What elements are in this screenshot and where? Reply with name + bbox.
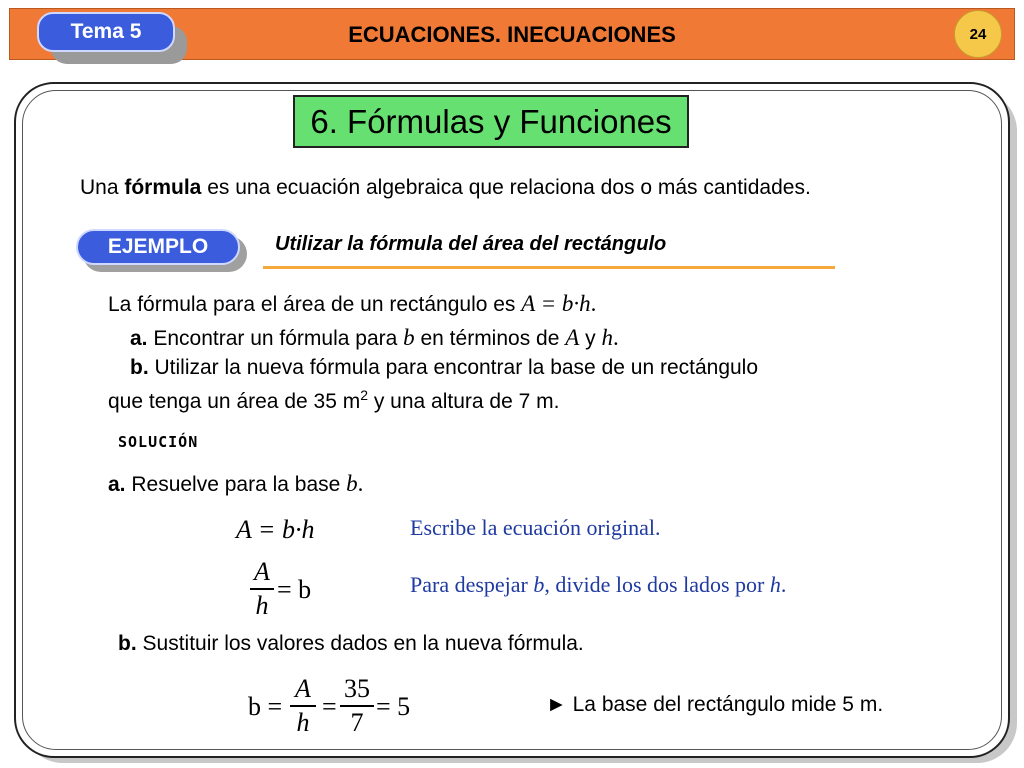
equation-substituted-fraction-2-den: 7 — [350, 707, 364, 737]
equation-original: A = b·h — [236, 515, 315, 544]
solution-part-a-var: b — [346, 471, 358, 496]
definition-text — [80, 176, 811, 200]
header-title: ECUACIONES. INECUACIONES — [348, 22, 676, 47]
ejemplo-badge: EJEMPLO — [76, 229, 240, 265]
equation-divided-note — [410, 572, 786, 598]
solution-part-b — [118, 632, 584, 656]
equation-divided-denominator: h — [255, 590, 269, 620]
definition-post: es una ecuación algebraica que relaciona dos o más cantidades. — [201, 176, 811, 199]
equation-divided-note-var1: b — [533, 572, 545, 597]
solution-part-a-end: . — [357, 471, 364, 496]
solution-label: SOLUCIÓN — [118, 433, 199, 451]
problem-line-2-var-b: b — [403, 325, 415, 350]
conclusion-arrow-icon: ► — [546, 693, 567, 716]
problem-line-2 — [130, 325, 619, 351]
solution-part-a-text: Resuelve para la base — [125, 473, 347, 496]
equation-substituted-fraction-1 — [290, 675, 316, 737]
fraction-bar — [290, 705, 316, 707]
problem-line-4-text-a: que tenga un área de 35 m — [108, 390, 361, 413]
page-number: 24 — [954, 10, 1002, 58]
conclusion-text: La base del rectángulo mide 5 m. — [566, 693, 884, 716]
problem-line-3-bold: b. — [130, 356, 149, 379]
problem-line-2-text-a: Encontrar un fórmula para — [147, 327, 404, 350]
tema-badge[interactable]: Tema 5 — [37, 12, 175, 52]
equation-divided-note-var2: h — [769, 572, 781, 597]
problem-line-1-end: . — [590, 291, 597, 316]
equation-divided-note-end: . — [780, 572, 787, 597]
equation-divided-numerator: A — [254, 557, 270, 586]
equation-substituted-fraction-2 — [340, 675, 374, 737]
equation-divided-note-a: Para despejar — [410, 572, 534, 597]
solution-part-a-bold: a. — [108, 473, 126, 496]
equation-divided-note-b: , divide los dos lados por — [544, 572, 770, 597]
problem-line-2-var-h: h — [601, 325, 613, 350]
conclusion — [546, 693, 883, 717]
section-title: 6. Fórmulas y Funciones — [293, 95, 689, 148]
problem-line-4-sup: 2 — [360, 387, 368, 403]
equation-substituted-eq: = — [322, 692, 337, 721]
problem-line-1 — [108, 291, 596, 317]
problem-line-2-bold: a. — [130, 327, 148, 350]
problem-line-2-end: . — [612, 325, 619, 350]
equation-substituted-fraction-2-num: 35 — [344, 674, 370, 703]
equation-divided-fraction — [250, 558, 274, 620]
problem-line-2-var-A: A — [565, 325, 580, 350]
problem-line-2-text-b: en términos de — [414, 327, 566, 350]
problem-line-3 — [130, 356, 758, 380]
problem-line-4 — [108, 387, 559, 414]
ejemplo-heading: Utilizar la fórmula del área del rectángulo — [275, 233, 667, 255]
equation-divided-rhs: = b — [277, 575, 312, 604]
problem-line-3-text: Utilizar la nueva fórmula para encontrar la base de un rectángulo — [148, 356, 759, 379]
problem-line-2-text-c: y — [579, 327, 602, 350]
equation-substituted-fraction-1-den: h — [296, 707, 310, 737]
equation-substituted-fraction-1-num: A — [295, 674, 311, 703]
equation-original-note: Escribe la ecuación original. — [410, 515, 661, 540]
problem-line-1-formula: A = b·h — [521, 291, 591, 316]
definition-pre: Una — [80, 176, 125, 199]
solution-part-b-text: Sustituir los valores dados en la nueva fórmula. — [136, 632, 584, 655]
ejemplo-underline — [263, 266, 835, 269]
solution-part-a — [108, 471, 363, 497]
problem-line-4-text-b: y una altura de 7 m. — [368, 390, 560, 413]
equation-substituted-lhs: b = — [248, 692, 283, 721]
equation-substituted-result: = 5 — [376, 692, 411, 721]
fraction-bar — [250, 588, 274, 590]
solution-part-b-bold: b. — [118, 632, 137, 655]
fraction-bar — [340, 705, 374, 707]
problem-line-1-text: La fórmula para el área de un rectángulo es — [108, 293, 522, 316]
definition-bold: fórmula — [124, 176, 202, 199]
